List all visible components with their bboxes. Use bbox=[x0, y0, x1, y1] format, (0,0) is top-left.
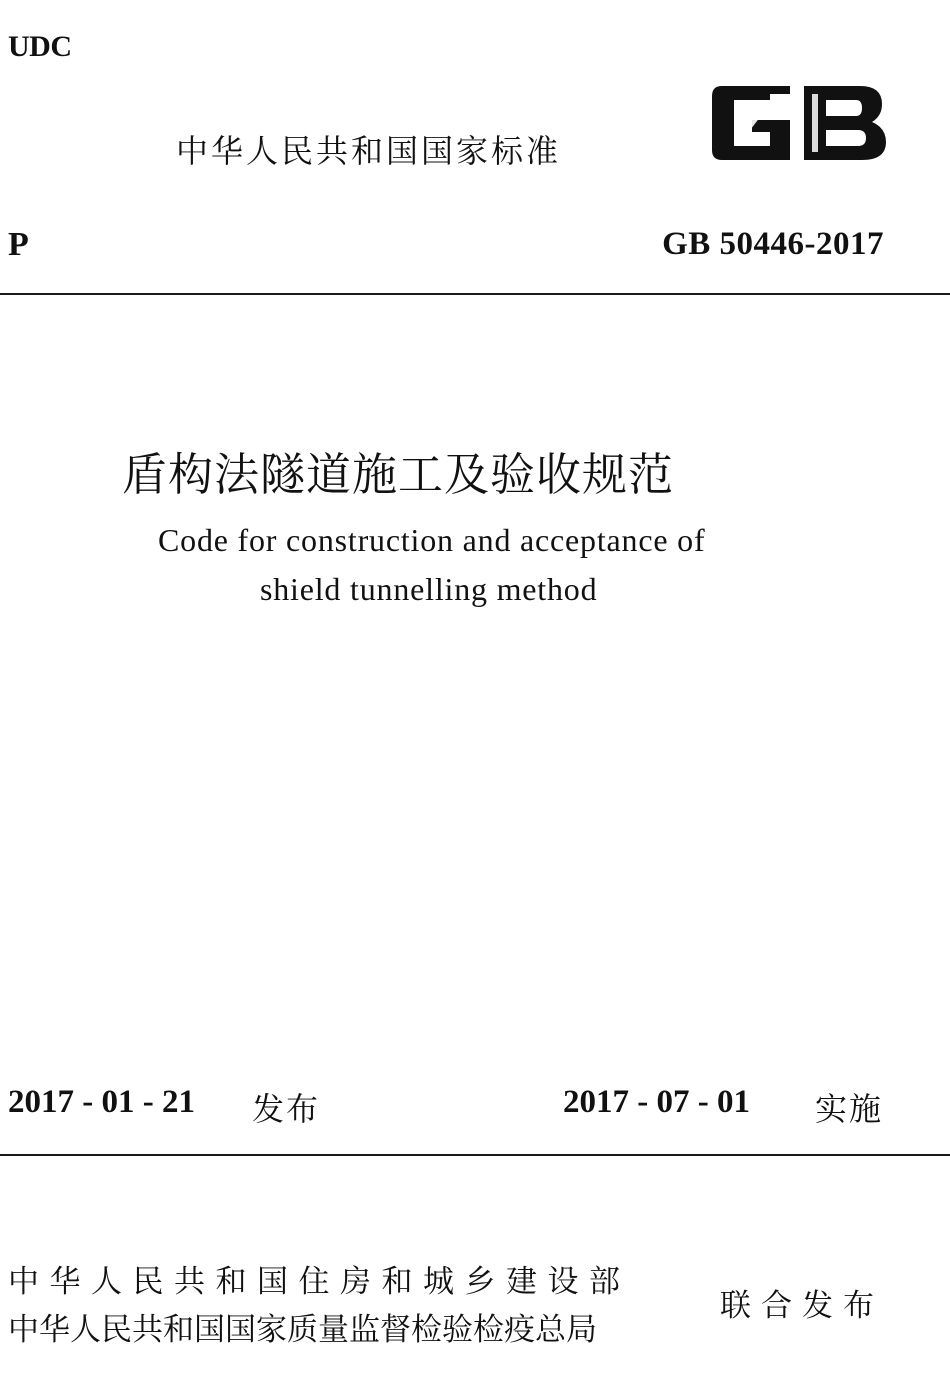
implement-date: 2017 - 07 - 01 bbox=[563, 1084, 750, 1120]
standard-number: GB 50446-2017 bbox=[662, 226, 884, 262]
title-chinese: 盾构法隧道施工及验收规范 bbox=[122, 448, 675, 501]
issue-label: 发布 bbox=[252, 1090, 321, 1128]
issue-date: 2017 - 01 - 21 bbox=[8, 1084, 195, 1120]
joint-issue-label: 联合发布 bbox=[720, 1288, 884, 1324]
issuer-ministry-housing: 中华人民共和国住房和城乡建设部 bbox=[8, 1264, 631, 1300]
implement-label: 实施 bbox=[815, 1090, 884, 1128]
gb-logo-icon bbox=[708, 80, 888, 166]
title-english-line1: Code for construction and acceptance of bbox=[158, 522, 706, 558]
bottom-divider bbox=[0, 1154, 950, 1156]
issuer-quality-administration: 中华人民共和国国家质量监督检验检疫总局 bbox=[8, 1312, 597, 1348]
classification-code: P bbox=[8, 226, 29, 263]
top-divider bbox=[0, 293, 950, 295]
title-english-line2: shield tunnelling method bbox=[260, 571, 598, 607]
national-standard-heading: 中华人民共和国国家标准 bbox=[176, 132, 562, 170]
udc-label: UDC bbox=[8, 30, 72, 63]
